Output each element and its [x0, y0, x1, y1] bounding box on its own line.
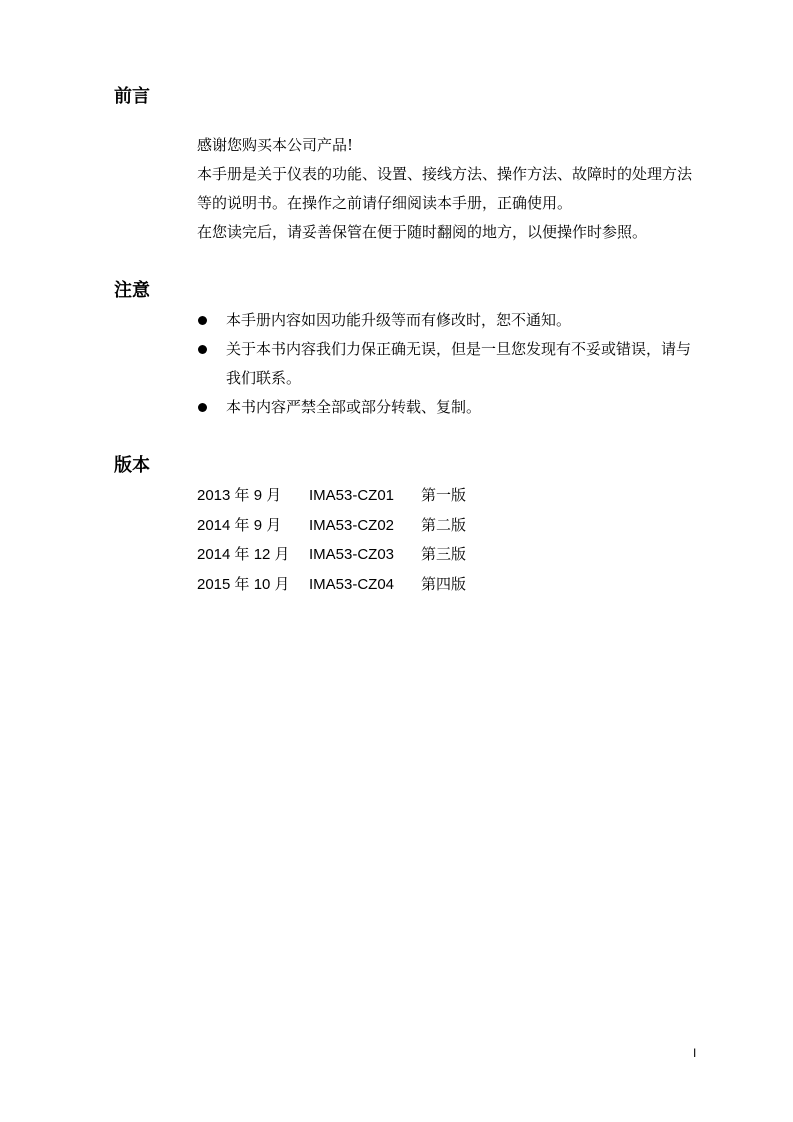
edition-list [197, 481, 466, 599]
notice-item-text: 本手册内容如因功能升级等而有修改时，恕不通知。 [226, 311, 572, 329]
preface-heading: 前言 [114, 86, 150, 107]
edition-row [197, 511, 466, 541]
notice-item [197, 393, 702, 422]
bullet-icon [198, 316, 207, 325]
preface-description: 本手册是关于仪表的功能、设置、接线方法、操作方法、故障时的处理方法等的说明书。在操作之前请仔细阅读本手册，正确使用。 [197, 165, 693, 212]
edition-date: 2013 年 9 月 [197, 487, 282, 504]
edition-date: 2015 年 10 月 [197, 575, 290, 593]
edition-label: 第四版 [421, 574, 467, 593]
bullet-icon [198, 345, 207, 354]
edition-heading: 版本 [114, 455, 150, 476]
notice-item-text: 本书内容严禁全部或部分转载、复制。 [226, 398, 482, 416]
edition-label: 第二版 [421, 515, 467, 534]
edition-row [197, 570, 466, 600]
page-number: I [693, 1046, 697, 1060]
edition-code: IMA53-CZ04 [309, 575, 395, 593]
edition-row [197, 540, 466, 570]
notice-item [197, 335, 702, 393]
edition-date: 2014 年 12 月 [197, 546, 290, 563]
notice-list [197, 306, 702, 422]
edition-code: IMA53-CZ03 [309, 546, 395, 563]
preface-storage-note: 在您读完后，请妥善保管在便于随时翻阅的地方，以便操作时参照。 [197, 223, 648, 241]
notice-item [197, 306, 702, 335]
notice-item-text: 关于本书内容我们力保正确无误，但是一旦您发现有不妥或错误，请与我们联系。 [226, 340, 692, 387]
edition-code: IMA53-CZ01 [309, 487, 395, 504]
notice-heading: 注意 [114, 280, 150, 301]
preface-thanks: 感谢您购买本公司产品! [197, 136, 354, 154]
edition-code: IMA53-CZ02 [309, 516, 395, 534]
bullet-icon [198, 403, 207, 412]
edition-label: 第一版 [421, 486, 467, 504]
edition-label: 第三版 [421, 545, 467, 563]
edition-row [197, 481, 466, 511]
edition-date: 2014 年 9 月 [197, 516, 282, 534]
